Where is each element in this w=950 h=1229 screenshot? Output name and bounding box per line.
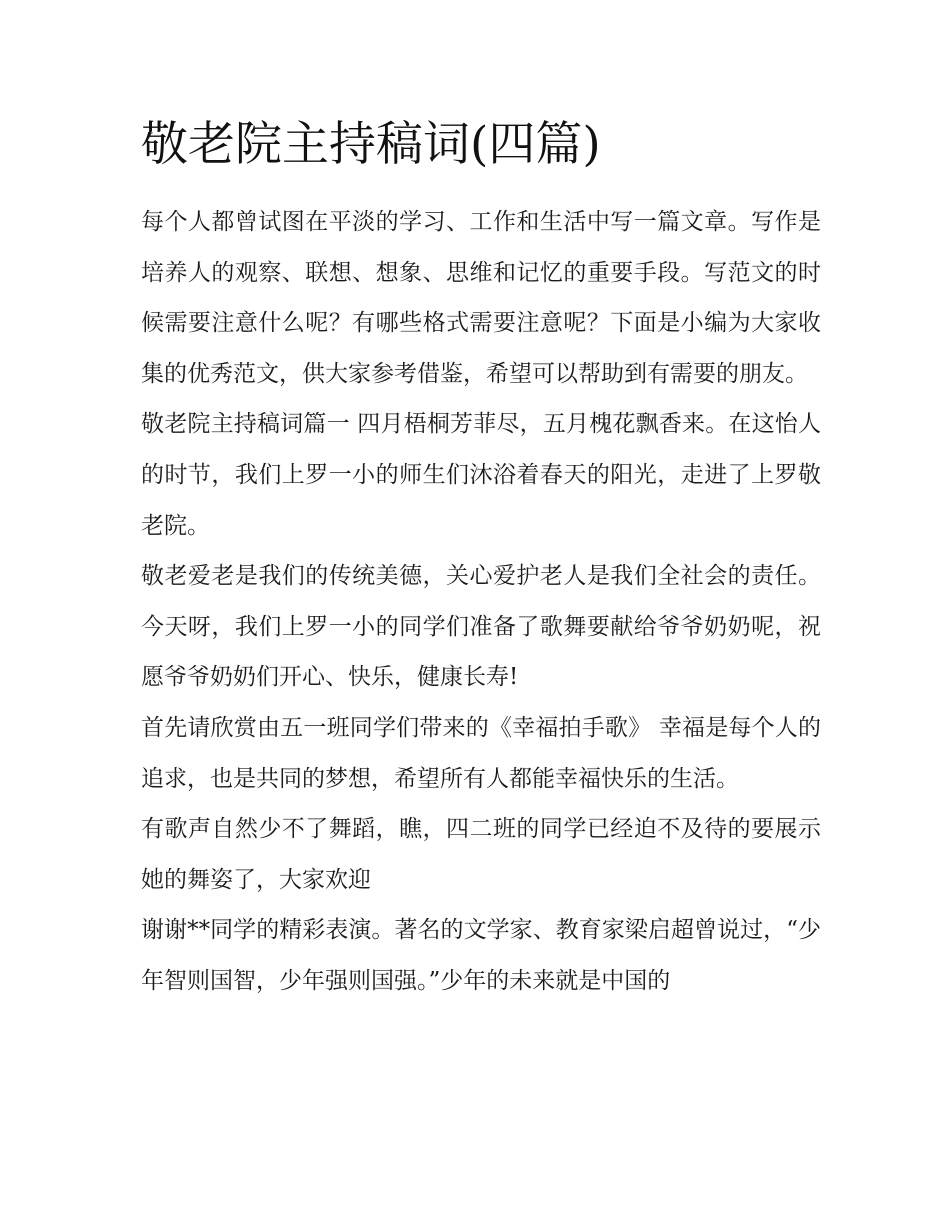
document-body: [141, 197, 821, 1007]
paragraph-first-act: 首先请欣赏由五一班同学们带来的《幸福拍手歌》 幸福是每个人的追求，也是共同的梦想，希望所有人都能幸福快乐的生活。: [141, 714, 821, 792]
paragraph-dance: 有歌声自然少不了舞蹈，瞧，四二班的同学已经迫不及待的要展示她的舞姿了，大家欢迎: [141, 816, 821, 893]
paragraph-opening: 敬老院主持稿词篇一 四月梧桐芳菲尽，五月槐花飘香来。在这怡人的时节，我们上罗一小的师生们沐浴着春天的阳光，走进了上罗敬老院。: [141, 411, 821, 539]
document-title: 敬老院主持稿词(四篇): [141, 117, 601, 172]
paragraph-intro: 每个人都曾试图在平淡的学习、工作和生活中写一篇文章。写作是培养人的观察、联想、想象、思维和记忆的重要手段。写范文的时候需要注意什么呢？有哪些格式需要注意呢？下面是小编为大家收集的优秀范文，供大家参考借鉴，希望可以帮助到有需要的朋友。: [141, 209, 821, 387]
paragraph-respect: 敬老爱老是我们的传统美德，关心爱护老人是我们全社会的责任。今天呀，我们上罗一小的同学们准备了歌舞要献给爷爷奶奶呢，祝愿爷爷奶奶们开心、快乐，健康长寿!: [141, 563, 821, 691]
paragraph-thanks: 谢谢**同学的精彩表演。著名的文学家、教育家梁启超曾说过，“少年智则国智，少年强则国强。”少年的未来就是中国的: [141, 917, 821, 994]
